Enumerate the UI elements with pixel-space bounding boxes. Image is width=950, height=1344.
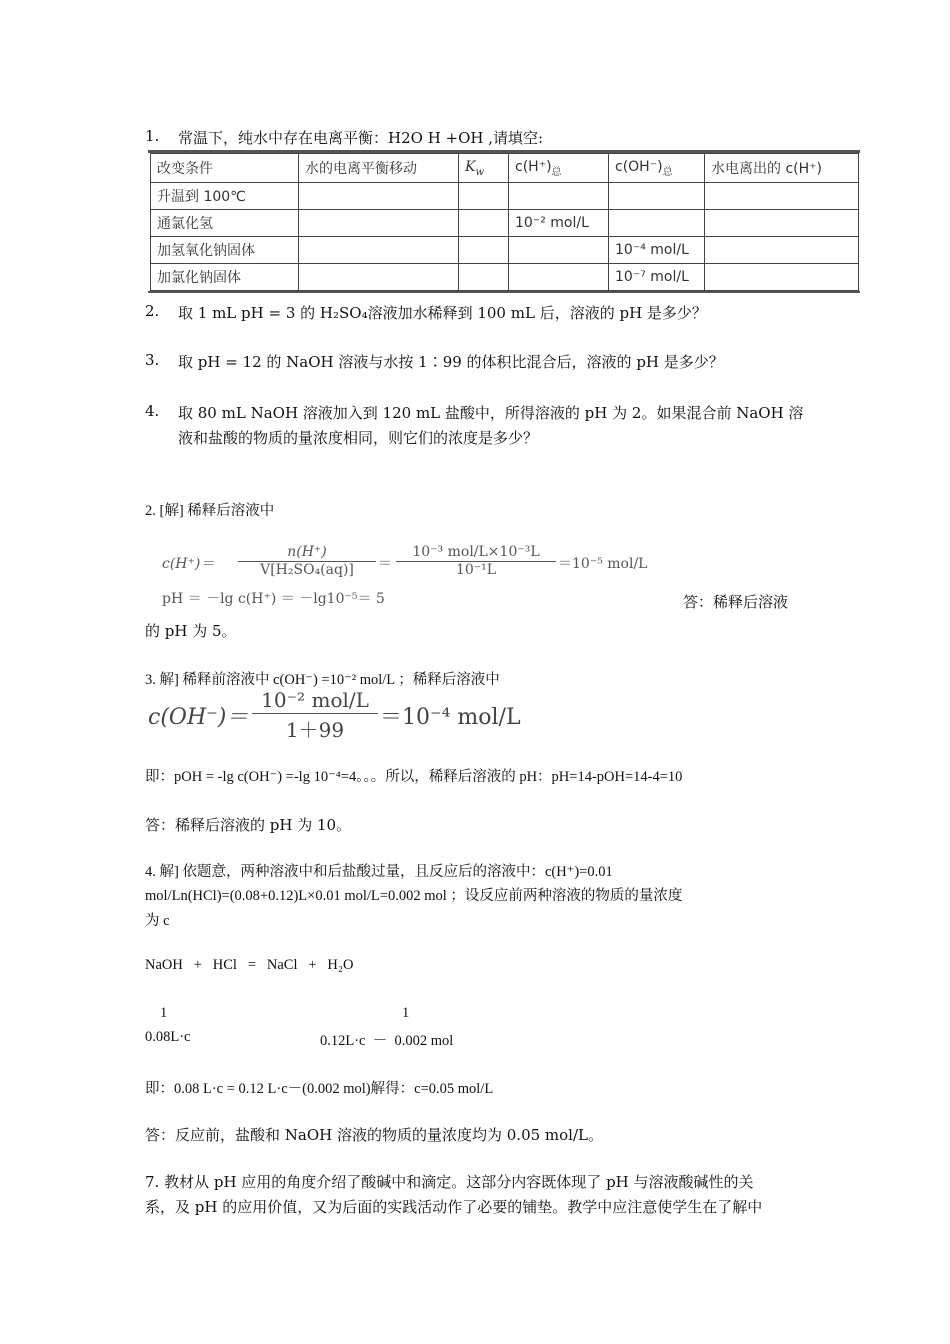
- table-cell: [299, 183, 459, 210]
- a4-line2: mol/Ln(HCl)=(0.08+0.12)L×0.01 mol/L=0.002 mol ；设反应前两种溶液的物质的量浓度: [145, 888, 683, 904]
- table-header-row: [151, 154, 859, 183]
- a2-answer-part1: 答：稀释后溶液: [683, 593, 789, 611]
- table-cell: [459, 183, 509, 210]
- a4-line3: 为 c: [145, 913, 170, 929]
- p7-line1: 7. 教材从 pH 应用的角度介绍了酸碱中和滴定。这部分内容既体现了 pH 与溶液酸碱性的关: [145, 1173, 754, 1191]
- table-cell: 加氯化钠固体: [151, 264, 299, 291]
- a2-fraction-1: [238, 544, 376, 578]
- a2-equals: ＝: [378, 556, 392, 572]
- table-cell: [299, 237, 459, 264]
- table-cell: [459, 264, 509, 291]
- a4-equation: NaOH + HCl = NaCl + H₂O: [145, 957, 354, 973]
- a2-formula-rhs: ＝10⁻⁵ mol/L: [558, 556, 648, 572]
- a3-fraction-den: 1＋99: [285, 718, 345, 742]
- table-cell: 升温到 100℃: [151, 183, 299, 210]
- header-equilibrium-shift: 水的电离平衡移动: [299, 154, 459, 183]
- table-cell: [609, 210, 705, 237]
- conditions-table: [150, 153, 859, 291]
- header-condition: 改变条件: [151, 154, 299, 183]
- a3-formula-rhs: ＝10⁻⁴ mol/L: [380, 705, 521, 730]
- table-cell: 通氯化氢: [151, 210, 299, 237]
- p7-line2: 系，及 pH 的应用价值，又为后面的实践活动作了必要的铺垫。教学中应注意使学生在了解中: [145, 1198, 763, 1216]
- table-cell: 10⁻⁴ mol/L: [609, 237, 705, 264]
- a2-fraction-1-den: V[H₂SO₄(aq)]: [260, 562, 354, 578]
- header-h-conc: $c(H^+)_总$: [509, 154, 609, 183]
- header-water-ionized-h: 水电离出的 c(H⁺): [705, 154, 859, 183]
- header-oh-conc: $c(OH^-)_总$: [609, 154, 705, 183]
- q1-number: 1.: [145, 127, 160, 145]
- a3-fraction: [252, 688, 378, 743]
- table-cell: [459, 237, 509, 264]
- a4-amount-left: 0.08L·c: [145, 1029, 191, 1045]
- table-cell: [509, 264, 609, 291]
- a2-fraction-2-den: 10⁻¹L: [455, 562, 497, 578]
- table-cell: [509, 183, 609, 210]
- q4-text-line1: 取 80 mL NaOH 溶液加入到 120 mL 盐酸中，所得溶液的 pH 为 2。如果混合前 NaOH 溶: [178, 404, 804, 422]
- a4-coef-right: 1: [402, 1005, 410, 1021]
- a2-fraction-2-num: 10⁻³ mol/L×10⁻³L: [396, 544, 556, 562]
- q4-text-line2: 液和盐酸的物质的量浓度相同，则它们的浓度是多少？: [178, 429, 539, 447]
- a2-formula-lhs: c(H⁺)＝: [162, 556, 215, 572]
- q2-text: 取 1 mL pH = 3 的 H₂SO₄溶液加水稀释到 100 mL 后，溶液的 pH 是多少？: [178, 304, 707, 322]
- table-cell: 10⁻⁷ mol/L: [609, 264, 705, 291]
- table-cell: [705, 183, 859, 210]
- table-cell: [705, 237, 859, 264]
- a4-amount-right: 0.12L·c － 0.002 mol: [320, 1033, 454, 1049]
- q4-number: 4.: [145, 402, 160, 420]
- a2-fraction-1-num: n(H⁺): [238, 544, 376, 562]
- q3-number: 3.: [145, 351, 160, 369]
- a3-answer: 答：稀释后溶液的 pH 为 10。: [145, 816, 352, 834]
- table-row: [151, 210, 859, 237]
- table-cell: [299, 264, 459, 291]
- a3-formula: [148, 688, 528, 742]
- a4-solve: 即：0.08 L·c = 0.12 L·c－(0.002 mol)解得：c=0.05 mol/L: [145, 1081, 494, 1097]
- a2-fraction-2: [396, 544, 556, 578]
- a3-heading: 3. 解] 稀释前溶液中 c(OH⁻) =10⁻² mol/L ；稀释后溶液中: [145, 672, 500, 688]
- q3-text: 取 pH = 12 的 NaOH 溶液与水按 1∶99 的体积比混合后，溶液的 pH 是多少？: [178, 353, 724, 371]
- table-cell: [459, 210, 509, 237]
- table-row: [151, 264, 859, 291]
- table-cell: [609, 183, 705, 210]
- q2-number: 2.: [145, 302, 160, 320]
- a4-answer: 答：反应前，盐酸和 NaOH 溶液的物质的量浓度均为 0.05 mol/L。: [145, 1126, 603, 1144]
- a3-fraction-num: 10⁻² mol/L: [252, 688, 378, 714]
- a2-heading: 2. [解] 稀释后溶液中: [145, 503, 275, 519]
- table-cell: [299, 210, 459, 237]
- a2-ph-formula: pH ＝ －lg c(H⁺) ＝ －lg10⁻⁵＝ 5: [162, 591, 385, 607]
- table-cell: [509, 237, 609, 264]
- table-cell: 10⁻² mol/L: [509, 210, 609, 237]
- table-cell: 加氢氧化钠固体: [151, 237, 299, 264]
- header-kw: $K_w$: [459, 154, 509, 183]
- a3-poh-line: 即：pOH = -lg c(OH⁻) =-lg 10⁻⁴=4。。。所以，稀释后溶液的 pH：pH=14-pOH=14-4=10: [145, 769, 683, 785]
- table-cell: [705, 210, 859, 237]
- a4-coef-left: 1: [160, 1005, 168, 1021]
- a4-line1: 4. 解] 依题意，两种溶液中和后盐酸过量，且反应后的溶液中：c(H⁺)=0.01: [145, 864, 613, 880]
- a3-formula-lhs: c(OH⁻)＝: [148, 705, 249, 730]
- table-row: [151, 237, 859, 264]
- table-bottom-rule: [148, 291, 860, 293]
- table-row: [151, 183, 859, 210]
- table-cell: [705, 264, 859, 291]
- q1-text: 常温下，纯水中存在电离平衡：H2O H +OH ,请填空:: [178, 129, 544, 147]
- a2-answer-part2: 的 pH 为 5。: [145, 622, 237, 640]
